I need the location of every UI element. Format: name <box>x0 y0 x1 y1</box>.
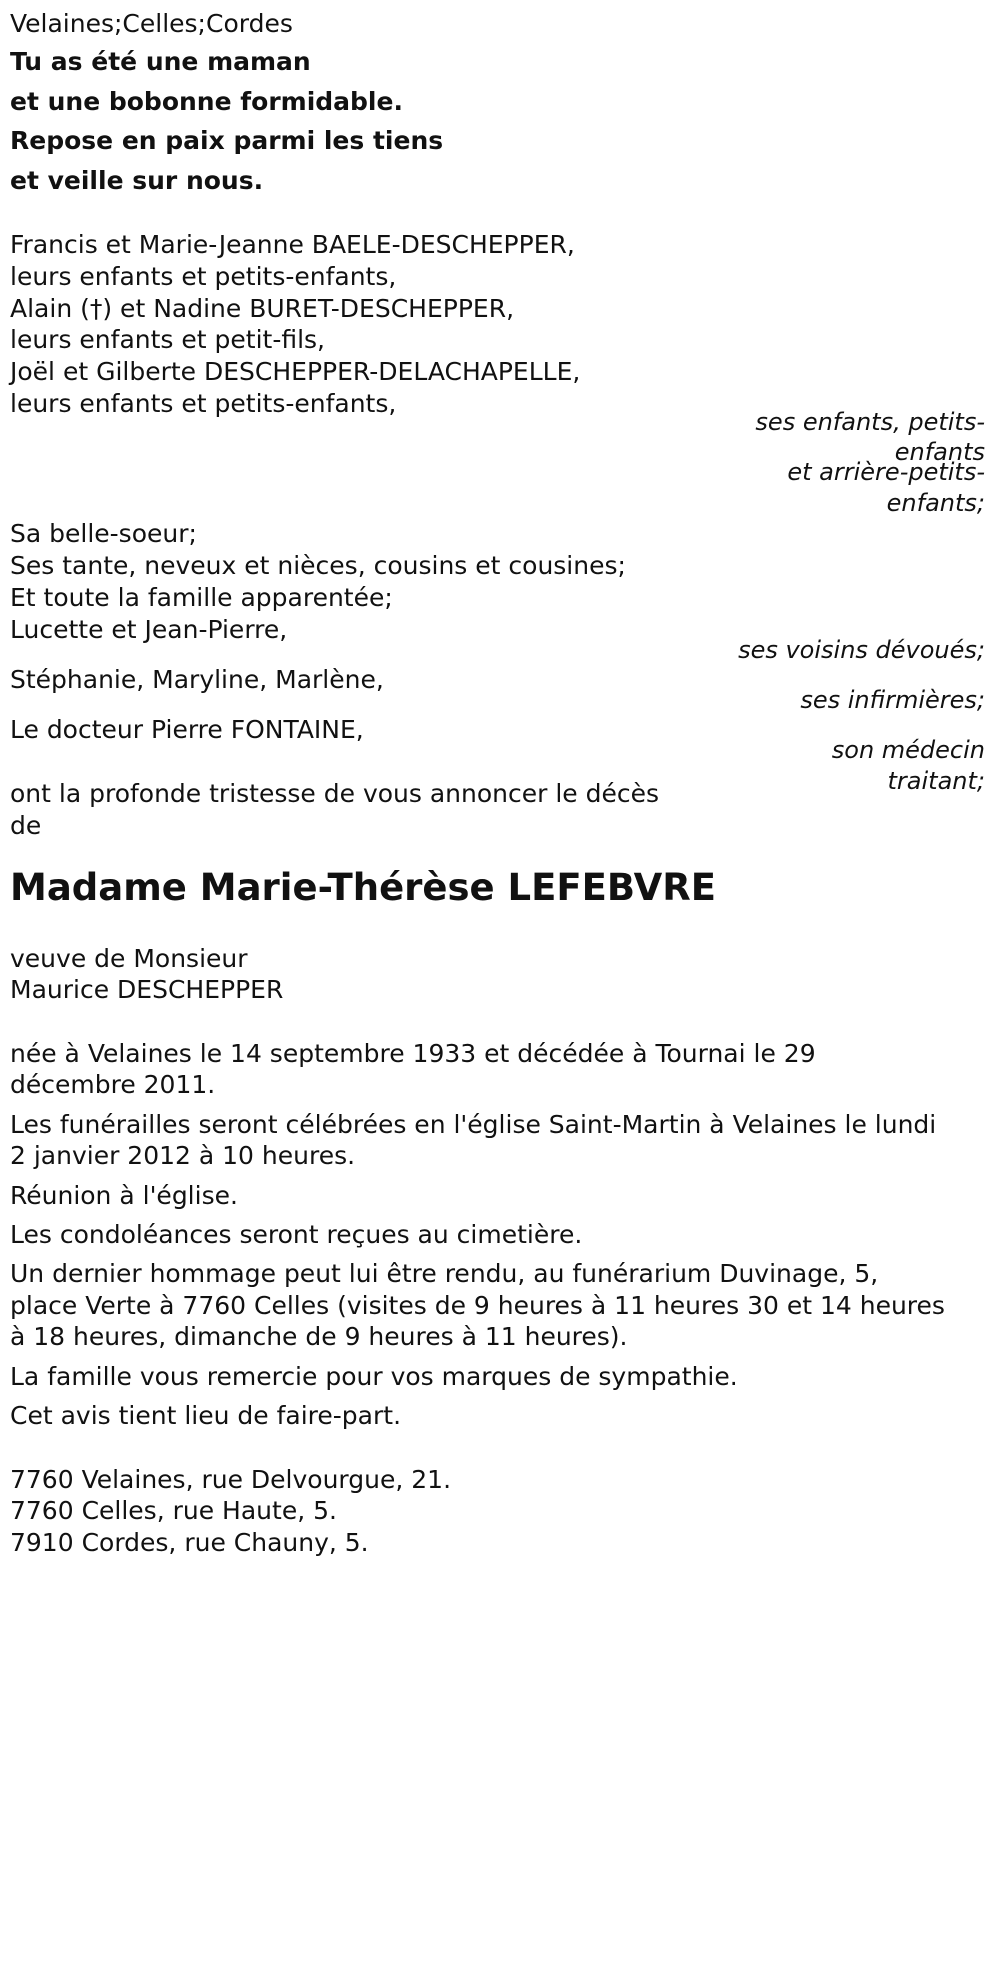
birth-death-line: décembre 2011. <box>10 1070 216 1099</box>
announce-line: ont la profonde tristesse de vous annoncer le décès <box>10 779 660 808</box>
tribute-line: Un dernier hommage peut lui être rendu, au funérarium Duvinage, 5, <box>10 1259 879 1288</box>
nurses-role: ses infirmières; <box>800 686 985 714</box>
funeral-line: Les funérailles seront célébrées en l'église Saint-Martin à Velaines le lundi <box>10 1110 937 1139</box>
deceased-name: Madame Marie-Thérèse LEFEBVRE <box>10 866 717 909</box>
relative-line: Lucette et Jean-Pierre, <box>10 615 288 644</box>
places-header: Velaines;Celles;Cordes <box>10 9 293 38</box>
family-line: leurs enfants et petits-enfants, <box>10 262 397 291</box>
funeral-line: 2 janvier 2012 à 10 heures. <box>10 1141 356 1170</box>
condolences-line: Les condoléances seront reçues au cimetière. <box>10 1220 583 1249</box>
meeting-line: Réunion à l'église. <box>10 1181 238 1210</box>
address-line: 7760 Celles, rue Haute, 5. <box>10 1496 337 1525</box>
spouse-line: Maurice DESCHEPPER <box>10 975 284 1004</box>
neighbours-role: ses voisins dévoués; <box>738 636 985 664</box>
family-line: Alain (†) et Nadine BURET-DESCHEPPER, <box>10 294 515 323</box>
nurses-names: Stéphanie, Maryline, Marlène, <box>10 665 384 694</box>
poem-line: Tu as été une maman <box>10 47 311 76</box>
family-role: enfants; <box>886 489 985 517</box>
family-line: leurs enfants et petits-enfants, <box>10 389 397 418</box>
tribute-line: place Verte à 7760 Celles (visites de 9 heures à 11 heures 30 et 14 heures <box>10 1291 945 1320</box>
relative-line: Sa belle-soeur; <box>10 519 197 548</box>
notice-line: Cet avis tient lieu de faire-part. <box>10 1401 402 1430</box>
family-role: et arrière-petits- <box>787 458 985 486</box>
birth-death-line: née à Velaines le 14 septembre 1933 et décédée à Tournai le 29 <box>10 1039 816 1068</box>
relative-line: Et toute la famille apparentée; <box>10 583 393 612</box>
family-role: ses enfants, petits- <box>755 408 985 436</box>
family-line: Francis et Marie-Jeanne BAELE-DESCHEPPER, <box>10 230 575 259</box>
doctor-role: son médecin <box>831 736 985 764</box>
announce-line: de <box>10 811 42 840</box>
family-line: leurs enfants et petit-fils, <box>10 325 326 354</box>
tribute-line: à 18 heures, dimanche de 9 heures à 11 heures). <box>10 1322 628 1351</box>
poem-line: et veille sur nous. <box>10 166 264 195</box>
doctor-role: traitant; <box>887 767 985 795</box>
relative-line: Ses tante, neveux et nièces, cousins et cousines; <box>10 551 626 580</box>
poem-line: et une bobonne formidable. <box>10 87 403 116</box>
family-line: Joël et Gilberte DESCHEPPER-DELACHAPELLE, <box>10 357 581 386</box>
address-line: 7760 Velaines, rue Delvourgue, 21. <box>10 1465 452 1494</box>
doctor-name: Le docteur Pierre FONTAINE, <box>10 715 364 744</box>
family-role: enfants <box>894 438 985 466</box>
spouse-line: veuve de Monsieur <box>10 944 248 973</box>
thanks-line: La famille vous remercie pour vos marques de sympathie. <box>10 1362 738 1391</box>
address-line: 7910 Cordes, rue Chauny, 5. <box>10 1528 369 1557</box>
poem-line: Repose en paix parmi les tiens <box>10 126 444 155</box>
